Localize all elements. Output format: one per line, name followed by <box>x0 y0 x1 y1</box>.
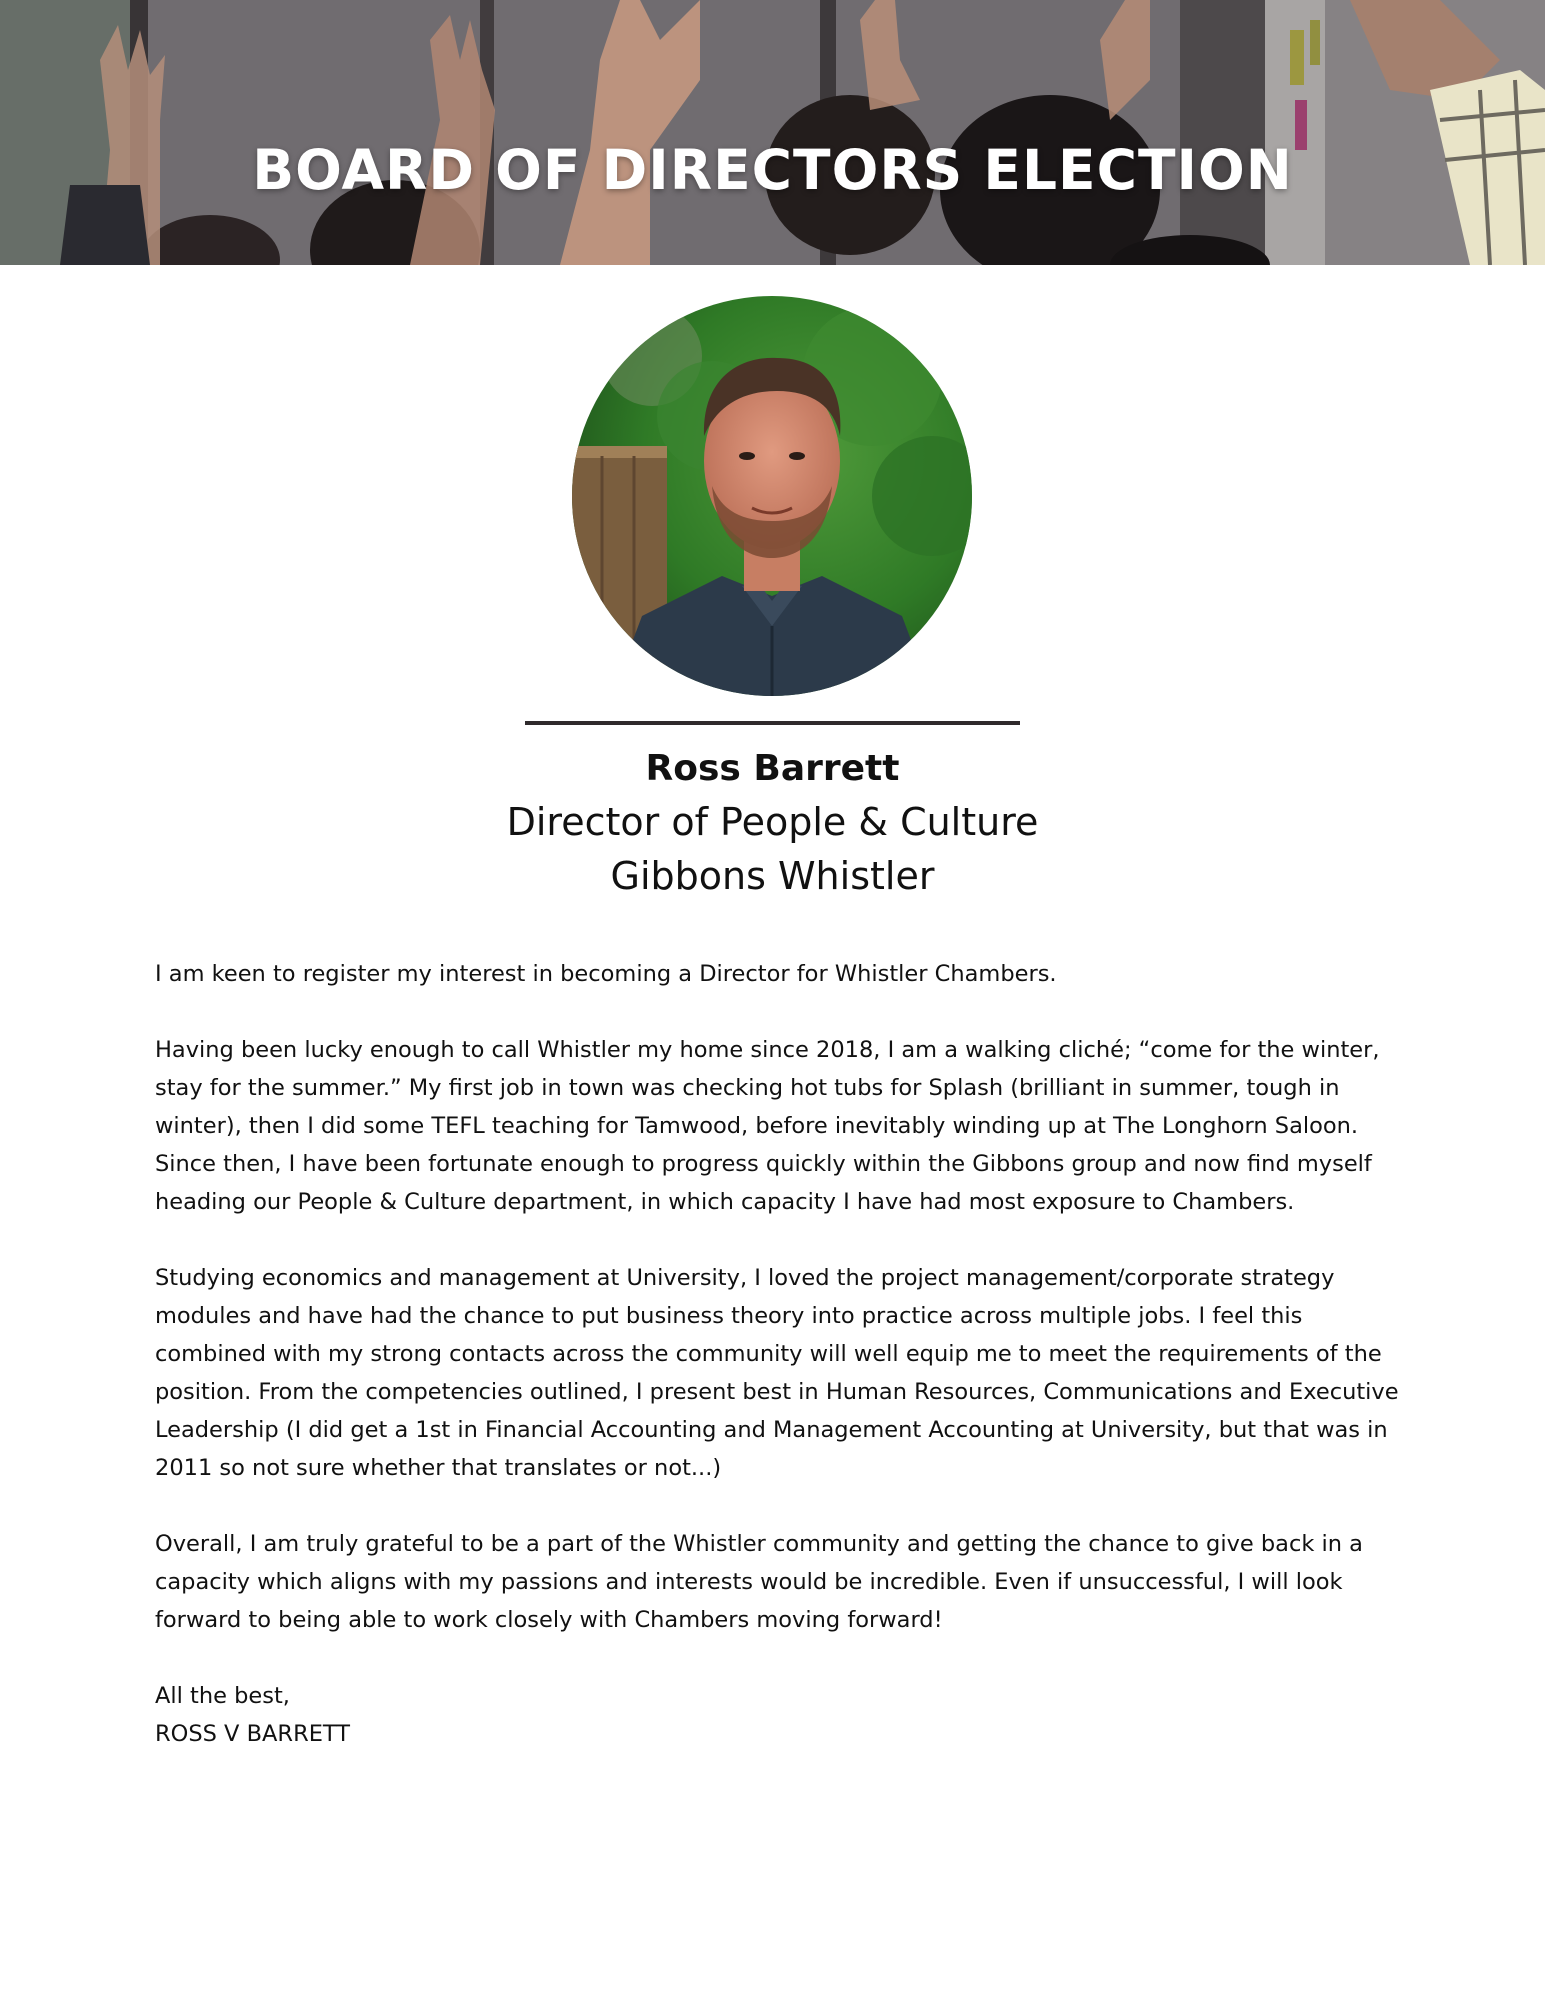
candidate-photo <box>572 296 972 696</box>
candidate-portrait-image <box>572 296 972 696</box>
letter-progress: Since then, I have been fortunate enough to progress quickly within the Gibbons group and now find myself heading our People & Culture department, in which capacity I have had most exposure to Chambers. <box>155 1151 1372 1215</box>
letter-background: Having been lucky enough to call Whistler my home since 2018, I am a walking cliché; “come for the winter, stay for the summer.” My first job in town was checking hot tubs for Splash (brilliant in summer, tough in winter), then I did some TEFL teaching for Tamwood, before inevitably winding up at The Longhorn Saloon. <box>155 1037 1380 1139</box>
letter-education: Studying economics and management at University, I loved the project management/corporate strategy modules and have had the chance to put business theory into practice across multiple jobs. I feel this combined with my strong contacts across the community will well equip me to meet the requirements of the position. From the competencies outlined, I present best in Human Resources, Communications and Executive Leadership (I did get a 1st in Financial Accounting and Management Accounting at University, but that was in 2011 so not sure whether that translates or not...) <box>155 1265 1399 1481</box>
section-divider <box>525 721 1020 725</box>
candidate-statement <box>155 955 1400 1753</box>
candidate-role: Director of People & Culture <box>506 800 1039 844</box>
letter-signoff: All the best, <box>155 1683 290 1709</box>
letter-intro: I am keen to register my interest in becoming a Director for Whistler Chambers. <box>155 961 1057 987</box>
letter-closing: Overall, I am truly grateful to be a part of the Whistler community and getting the chance to give back in a capacity which aligns with my passions and interests would be incredible. Even if unsuccessful, I will look forward to being able to work closely with Chambers moving forward! <box>155 1531 1363 1633</box>
raised-hands-photo <box>0 0 1545 265</box>
letter-signature: ROSS V BARRETT <box>155 1721 351 1747</box>
header-banner <box>0 0 1545 265</box>
banner-title: BOARD OF DIRECTORS ELECTION <box>252 138 1293 202</box>
candidate-name: Ross Barrett <box>645 748 900 789</box>
candidate-organization: Gibbons Whistler <box>610 854 935 898</box>
